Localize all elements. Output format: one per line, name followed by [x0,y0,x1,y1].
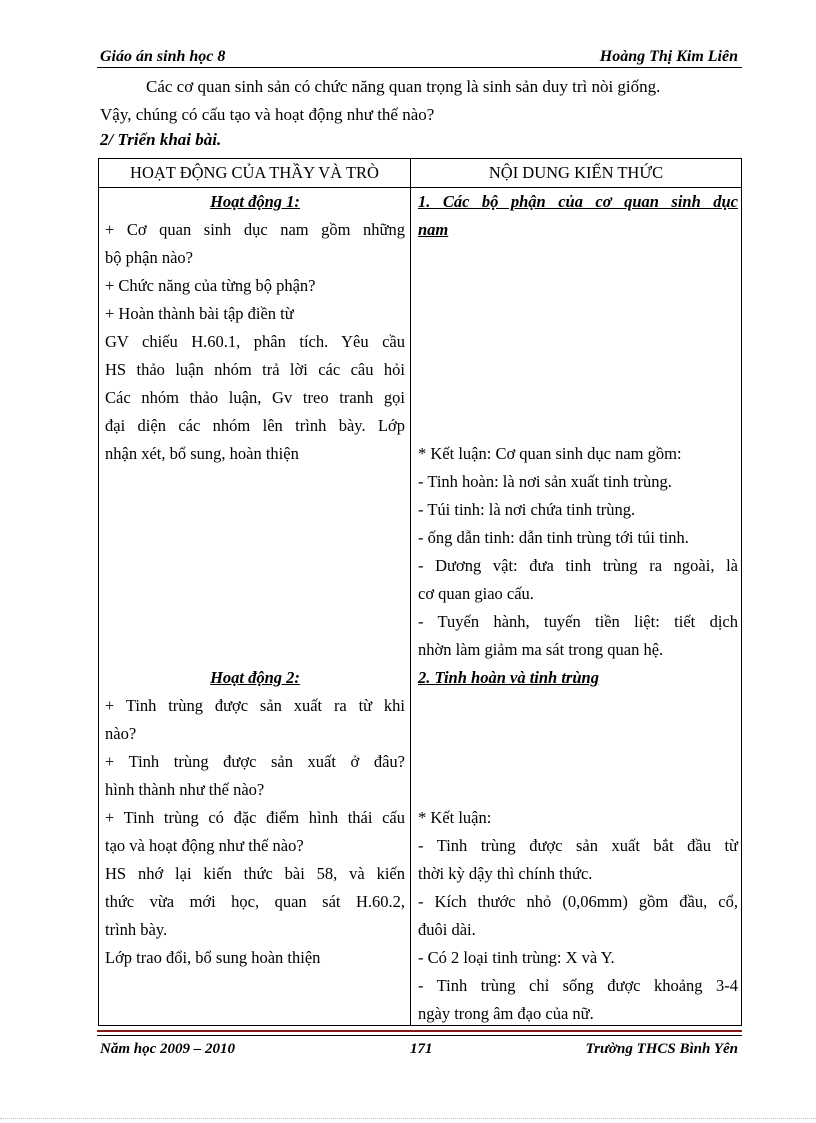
list-item: - Tuyến hành, tuyến tiền liệt: tiết dịch [418,612,738,631]
activity-2-title: Hoạt động 2: [210,668,300,687]
list-item: + Chức năng của từng bộ phận? [105,276,316,295]
list-item: Lớp trao đổi, bổ sung hoàn thiện [105,948,321,967]
list-item: - Túi tinh: là nơi chứa tinh trùng. [418,500,636,519]
list-item: - Tinh trùng chỉ sống được khoảng 3-4 [418,976,738,995]
activity-2-cell [105,664,405,972]
list-item: - Dương vật: đưa tinh trùng ra ngoài, là [418,556,738,575]
list-item: tạo và hoạt động như thế nào? [105,836,304,855]
header-rule [97,67,742,68]
col1-header: HOẠT ĐỘNG CỦA THẦY VÀ TRÒ [130,163,379,182]
content-2-title: 2. Tinh hoàn và tinh trùng [418,668,599,687]
list-item: - Kích thước nhỏ (0,06mm) gồm đầu, cổ, [418,892,738,911]
list-item: Các nhóm thảo luận, Gv treo tranh gọi [105,388,405,407]
header-author: Hoàng Thị Kim Liên [599,48,738,65]
intro-line-1: Các cơ quan sinh sản có chức năng quan trọng là sinh sản duy trì nòi giống. [146,77,661,96]
footer-page-number: 171 [410,1041,433,1057]
footer-school: Trường THCS Bình Yên [585,1041,738,1057]
col2-header: NỘI DUNG KIẾN THỨC [488,163,664,182]
content-2-conclusion: * Kết luận: [418,808,492,827]
list-item: - ống dẫn tinh: dẫn tinh trùng tới túi tinh. [418,528,689,547]
content-1-conclusion: * Kết luận: Cơ quan sinh dục nam gồm: [418,444,682,463]
list-item: + Tinh trùng được sản xuất ở đâu? [105,752,405,771]
list-item: - Tinh trùng được sản xuất bắt đầu từ [418,836,738,855]
list-item: đuôi dài. [418,920,476,939]
list-item: GV chiếu H.60.1, phân tích. Yêu cầu [105,332,405,351]
header-subject: Giáo án sinh học 8 [100,48,226,65]
list-item: + Hoàn thành bài tập điền từ [105,304,294,323]
list-item: nhận xét, bổ sung, hoàn thiện [105,444,299,463]
footer-rule-red [97,1030,742,1032]
list-item: hình thành như thế nào? [105,780,265,799]
content-2-cell [418,664,738,1028]
content-1-title: 1. Các bộ phận của cơ quan sinh dục [418,192,738,211]
list-item: + Cơ quan sinh dục nam gồm những [105,220,405,239]
list-item: nhờn làm giảm ma sát trong quan hệ. [418,640,664,659]
list-item: + Tinh trùng có đặc điểm hình thái cấu [105,808,405,827]
list-item: thức vừa mới học, quan sát H.60.2, [105,892,405,911]
list-item: đại diện các nhóm lên trình bày. Lớp [105,416,405,435]
page-edge-dots [0,1118,816,1119]
list-item: - Tinh hoàn: là nơi sản xuất tinh trùng. [418,472,672,491]
section-subheading: 2/ Triển khai bài. [100,130,222,149]
list-item: nào? [105,724,137,743]
content-1-cell [418,188,738,664]
list-item: thời kỳ dậy thì chính thức. [418,864,593,883]
list-item: HS thảo luận nhóm trả lời các câu hỏi [105,360,405,379]
lesson-table [98,158,742,1026]
list-item: + Tinh trùng được sản xuất ra từ khi [105,696,405,715]
list-item: bộ phận nào? [105,248,193,267]
content-1-title-cont: nam [418,220,449,239]
column-divider [410,159,411,1025]
intro-line-2: Vậy, chúng có cấu tạo và hoạt động như thế nào? [100,105,435,124]
activity-1-cell [105,188,405,468]
footer-school-year: Năm học 2009 – 2010 [100,1041,235,1057]
list-item: - Có 2 loại tinh trùng: X và Y. [418,948,615,967]
list-item: ngày trong âm đạo của nữ. [418,1004,594,1023]
list-item: cơ quan giao cấu. [418,584,534,603]
list-item: trình bày. [105,920,168,939]
footer-rule [97,1035,742,1036]
list-item: HS nhớ lại kiến thức bài 58, và kiến [105,864,405,883]
activity-1-title: Hoạt động 1: [210,192,300,211]
